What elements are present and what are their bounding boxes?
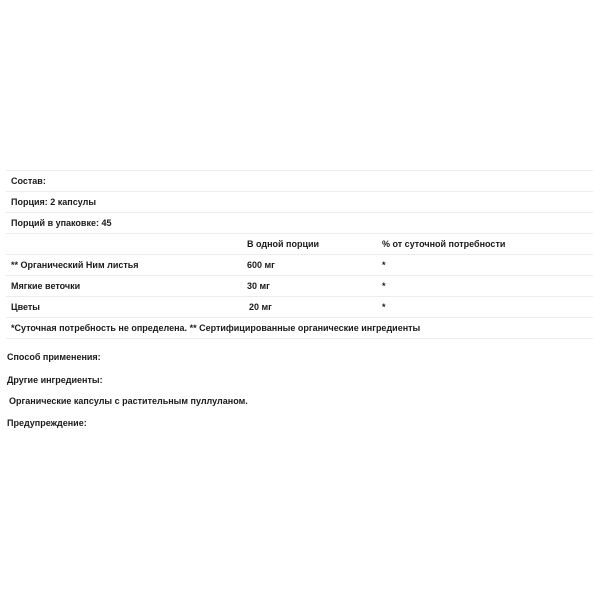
table-row: [6, 297, 593, 318]
ingredient-daily-value: *: [377, 255, 593, 276]
warning-label: Предупреждение:: [7, 418, 87, 428]
ingredient-daily-value: *: [377, 276, 593, 297]
other-ingredients-label: Другие ингредиенты:: [7, 375, 103, 385]
serving-size: Порция: 2 капсулы: [6, 192, 593, 213]
header-daily-value: % от суточной потребности: [377, 234, 593, 255]
table-row: [6, 255, 593, 276]
table-row: [6, 276, 593, 297]
table-title-row: [6, 171, 593, 192]
other-ingredients-text: Органические капсулы с растительным пуллуланом.: [9, 396, 248, 406]
ingredient-name: ** Органический Ним листья: [6, 255, 242, 276]
servings-per-container: Порций в упаковке: 45: [6, 213, 593, 234]
table-header-row: [6, 234, 593, 255]
ingredient-daily-value: *: [377, 297, 593, 318]
directions-label: Способ применения:: [7, 352, 101, 362]
header-amount: В одной порции: [242, 234, 377, 255]
footnote: *Суточная потребность не определена. ** Сертифицированные органические ингредиенты: [6, 318, 593, 339]
supplement-facts-table: [6, 170, 593, 339]
ingredient-amount: 30 мг: [242, 276, 377, 297]
serving-size-row: [6, 192, 593, 213]
ingredient-amount: 600 мг: [242, 255, 377, 276]
header-name: [6, 234, 242, 255]
footnote-row: [6, 318, 593, 339]
servings-per-container-row: [6, 213, 593, 234]
ingredient-name: Мягкие веточки: [6, 276, 242, 297]
facts-title: Состав:: [6, 171, 593, 192]
ingredient-amount: 20 мг: [242, 297, 377, 318]
ingredient-name: Цветы: [6, 297, 242, 318]
